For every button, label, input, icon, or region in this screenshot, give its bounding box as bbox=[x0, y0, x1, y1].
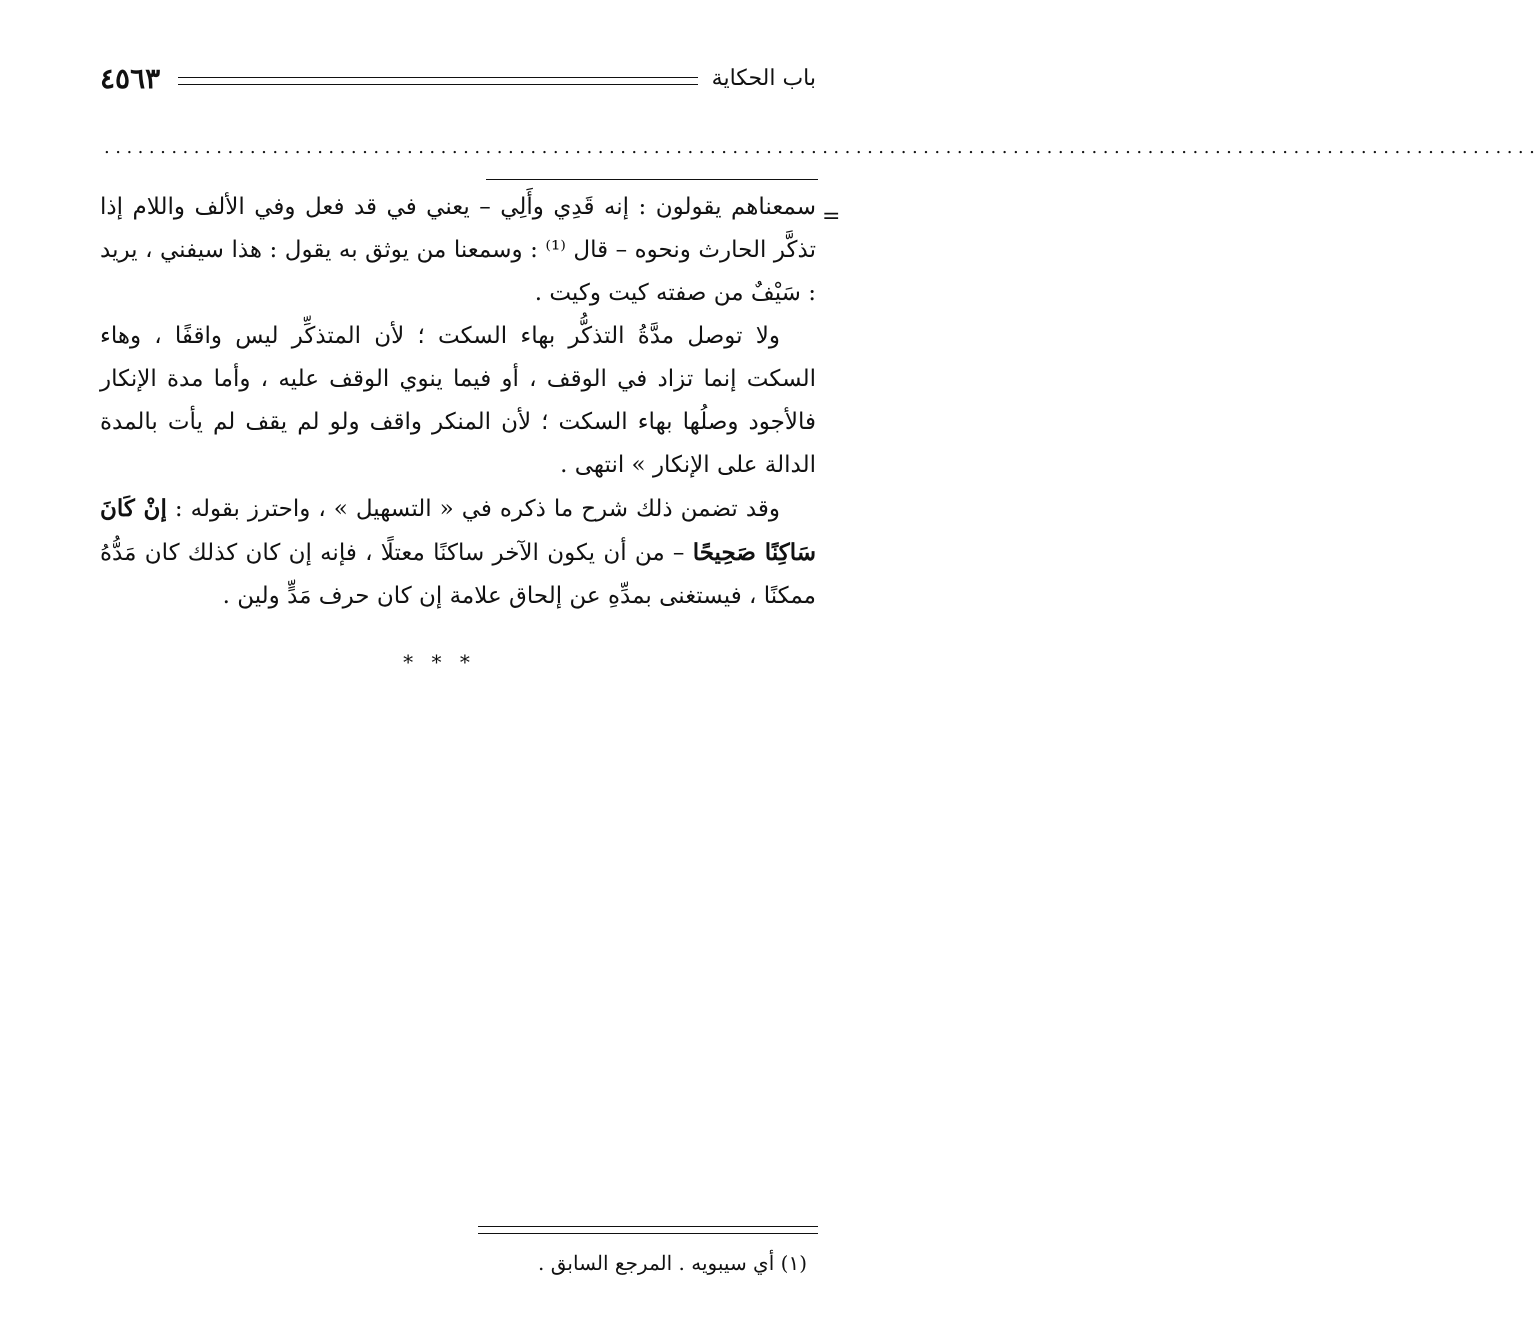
footnote-rule bbox=[478, 1226, 818, 1234]
continuation-mark: = bbox=[822, 204, 841, 229]
page-header bbox=[100, 62, 816, 102]
paragraph-2: ولا توصل مدَّةُ التذكُّر بهاء السكت ؛ لأن المتذكِّر ليس واقفًا ، وهاء السكت إنما تزاد في الوقف ، أو فيما ينوي الوقف عليه ، وأما مدة الإنكار فالأجود وصلُها بهاء السكت ؛ لأن المنكر واقف ولو لم يقف لم يأت بالمدة الدالة على الإنكار » انتهى . bbox=[100, 323, 816, 478]
continuation-rule bbox=[486, 179, 818, 180]
paragraph-3 bbox=[100, 487, 816, 618]
running-title: باب الحكاية bbox=[711, 66, 816, 91]
paragraph-3-part-a: وقد تضمن ذلك شرح ما ذكره في « التسهيل » ، واحترز بقوله : bbox=[166, 496, 781, 522]
page-number: ٤٥٦٣ bbox=[100, 62, 161, 95]
paragraph-1: سمعناهم يقولون : إنه قَدِي وأَلِي – يعني في قد فعل وفي الألف واللام إذا تذكَّر الحارث ونحوه – قال ⁽¹⁾ : وسمعنا من يوثق به يقول : هذا سيفني ، يريد : سَيْفٌ من صفته كيت وكيت . bbox=[100, 194, 816, 306]
section-end-stars: * * * bbox=[403, 650, 476, 674]
dotted-separator: ................................................................................................................................ bbox=[104, 137, 1540, 158]
header-rule bbox=[178, 77, 698, 85]
main-text bbox=[100, 186, 816, 618]
footnote: (١) أي سيبويه . المرجع السابق . bbox=[538, 1251, 807, 1275]
paragraph-3-bold-quote: إنْ كَانَ سَاكِنًا صَحِيحًا bbox=[100, 495, 816, 566]
paragraph-3-part-b: – من أن يكون الآخر ساكنًا معتلًا ، فإنه إن كان كذلك كان مَدُّهُ ممكنًا ، فيستغنى بمدِّهِ عن إلحاق علامة إن كان حرف مَدٍّ ولين . bbox=[100, 540, 816, 609]
